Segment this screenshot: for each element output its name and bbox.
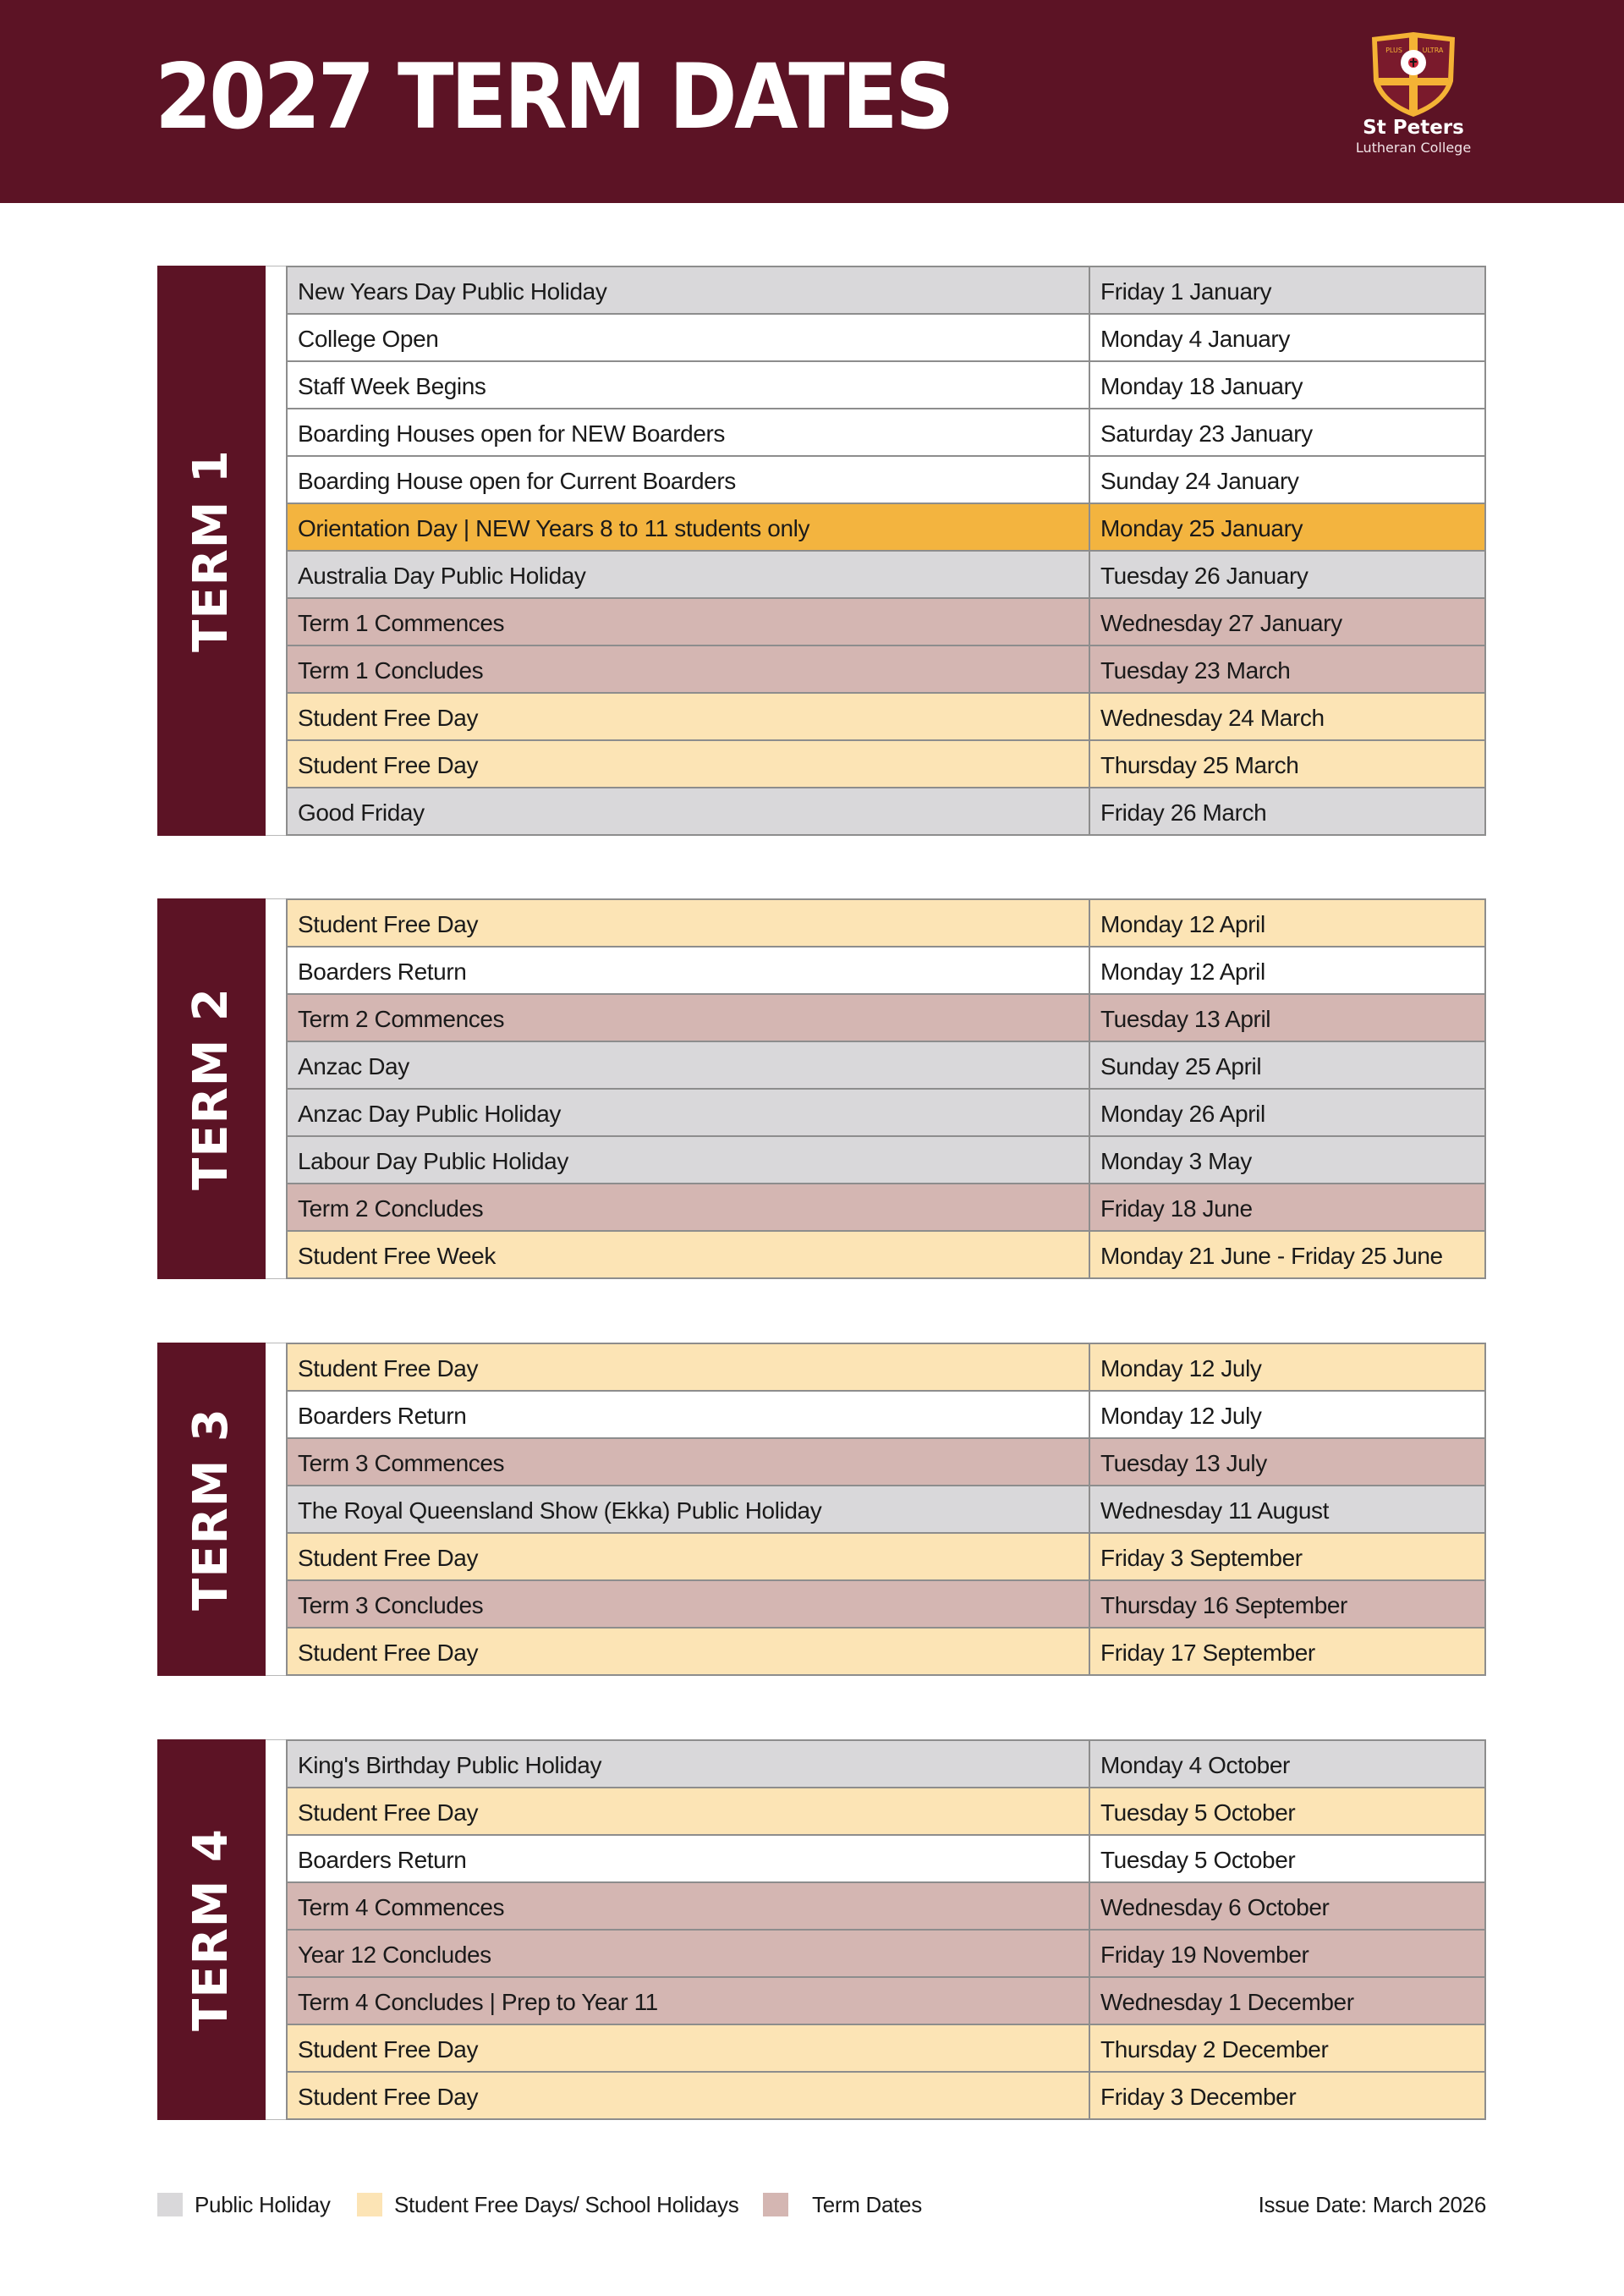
event-cell: Orientation Day | NEW Years 8 to 11 students only [288,504,1090,550]
date-cell: Monday 4 October [1100,1752,1290,1778]
logo-name: St Peters [1363,117,1464,139]
legend-swatch-student-free [357,2193,382,2216]
event-cell: Boarders Return [288,1392,1090,1437]
table-row [288,552,1484,599]
term-label-bar [157,1739,266,2120]
event-cell: Staff Week Begins [288,362,1090,408]
term-table [286,266,1486,836]
table-row [288,315,1484,362]
date-cell: Friday 19 November [1100,1942,1309,1968]
term-table [286,1739,1486,2120]
term-3-section [157,1343,1486,1676]
term-label: TERM 2 [184,987,239,1190]
date-cell: Wednesday 11 August [1100,1497,1330,1524]
table-row [288,599,1484,646]
event-cell: Term 3 Commences [288,1439,1090,1485]
event-cell: Student Free Day [288,2025,1090,2071]
event-cell: Term 2 Commences [288,995,1090,1041]
date-cell: Tuesday 13 July [1100,1450,1267,1476]
date-cell: Monday 12 July [1100,1403,1262,1429]
date-cell: Monday 21 June - Friday 25 June [1100,1243,1443,1269]
date-cell: Monday 12 July [1100,1355,1262,1381]
event-cell: Anzac Day [288,1042,1090,1088]
page-header [0,0,1624,203]
event-cell: Student Free Day [288,2073,1090,2118]
date-cell: Saturday 23 January [1100,420,1313,447]
table-row [288,741,1484,788]
svg-text:ULTRA: ULTRA [1422,47,1444,54]
term-label-bar [157,1343,266,1676]
event-cell: Boarders Return [288,948,1090,993]
term-2-section [157,898,1486,1279]
table-row [288,1439,1484,1486]
event-cell: Student Free Week [288,1232,1090,1277]
event-cell: Student Free Day [288,741,1090,787]
event-cell: Labour Day Public Holiday [288,1137,1090,1183]
table-row [288,1883,1484,1931]
legend-item-student-free [357,2188,738,2222]
term-spacer [266,898,286,1279]
date-cell: Monday 12 April [1100,911,1265,937]
event-cell: Term 1 Concludes [288,646,1090,692]
event-cell: Boarding House open for Current Boarders [288,457,1090,503]
date-cell: Wednesday 24 March [1100,705,1325,731]
table-row [288,1232,1484,1279]
date-cell: Wednesday 27 January [1100,610,1342,636]
table-row [288,1184,1484,1232]
date-cell: Monday 26 April [1100,1101,1265,1127]
table-row [288,1629,1484,1676]
date-cell: Tuesday 5 October [1100,1799,1296,1826]
table-row [288,504,1484,552]
legend-item-term-dates [763,2188,922,2222]
term-label-bar [157,898,266,1279]
legend-label: Term Dates [812,2191,922,2217]
date-cell: Friday 3 September [1100,1545,1303,1571]
date-cell: Friday 26 March [1100,799,1267,826]
date-cell: Monday 4 January [1100,326,1290,352]
table-row [288,362,1484,409]
date-cell: Thursday 25 March [1100,752,1299,778]
event-cell: Student Free Day [288,1344,1090,1390]
date-cell: Tuesday 23 March [1100,657,1291,684]
table-row [288,1581,1484,1629]
date-cell: Monday 12 April [1100,958,1265,985]
svg-text:PLUS: PLUS [1385,47,1402,54]
table-row [288,1931,1484,1978]
event-cell: Australia Day Public Holiday [288,552,1090,597]
date-cell: Friday 1 January [1100,278,1272,305]
table-row [288,457,1484,504]
table-row [288,2073,1484,2120]
event-cell: College Open [288,315,1090,360]
table-row [288,788,1484,836]
legend-label: Student Free Days/ School Holidays [394,2191,739,2217]
date-cell: Monday 3 May [1100,1148,1252,1174]
term-table [286,1343,1486,1676]
table-row [288,1741,1484,1788]
table-row [288,2025,1484,2073]
event-cell: Student Free Day [288,694,1090,739]
term-label: TERM 1 [184,449,239,652]
date-cell: Thursday 16 September [1100,1592,1347,1618]
event-cell: Good Friday [288,788,1090,834]
event-cell: King's Birthday Public Holiday [288,1741,1090,1787]
term-spacer [266,1739,286,2120]
event-cell: Term 3 Concludes [288,1581,1090,1627]
event-cell: Student Free Day [288,1629,1090,1674]
table-row [288,1836,1484,1883]
table-row [288,1042,1484,1090]
event-cell: Term 2 Concludes [288,1184,1090,1230]
table-row [288,948,1484,995]
event-cell: Student Free Day [288,1534,1090,1579]
page-title: 2027 TERM DATES [155,45,952,149]
table-row [288,995,1484,1042]
event-cell: Student Free Day [288,900,1090,946]
issue-date: Issue Date: March 2026 [1258,2192,1486,2217]
legend-swatch-term-dates [763,2193,788,2216]
event-cell: Student Free Day [288,1788,1090,1834]
term-4-section [157,1739,1486,2120]
term-label-bar [157,266,266,836]
legend [157,2188,1486,2222]
table-row [288,1392,1484,1439]
date-cell: Tuesday 26 January [1100,563,1309,589]
date-cell: Sunday 24 January [1100,468,1299,494]
date-cell: Friday 17 September [1100,1640,1315,1666]
date-cell: Sunday 25 April [1100,1053,1262,1079]
term-label: TERM 4 [184,1828,239,2031]
table-row [288,900,1484,948]
table-row [288,646,1484,694]
date-cell: Friday 18 June [1100,1195,1253,1222]
logo-subtitle: Lutheran College [1355,140,1472,156]
date-cell: Tuesday 5 October [1100,1847,1296,1873]
table-row [288,694,1484,741]
event-cell: Term 1 Commences [288,599,1090,645]
table-row [288,1137,1484,1184]
event-cell: New Years Day Public Holiday [288,267,1090,313]
school-crest-icon [1365,30,1462,118]
table-row [288,1788,1484,1836]
term-table [286,898,1486,1279]
event-cell: The Royal Queensland Show (Ekka) Public Holiday [288,1486,1090,1532]
event-cell: Term 4 Concludes | Prep to Year 11 [288,1978,1090,2024]
legend-label: Public Holiday [195,2191,331,2217]
date-cell: Monday 25 January [1100,515,1303,541]
event-cell: Boarding Houses open for NEW Boarders [288,409,1090,455]
term-spacer [266,266,286,836]
table-row [288,1486,1484,1534]
date-cell: Wednesday 6 October [1100,1894,1330,1920]
event-cell: Year 12 Concludes [288,1931,1090,1976]
event-cell: Boarders Return [288,1836,1090,1881]
date-cell: Tuesday 13 April [1100,1006,1271,1032]
date-cell: Wednesday 1 December [1100,1989,1354,2015]
date-cell: Thursday 2 December [1100,2036,1329,2063]
term-label: TERM 3 [184,1408,239,1611]
date-cell: Monday 18 January [1100,373,1303,399]
table-row [288,1090,1484,1137]
legend-swatch-public-holiday [157,2193,183,2216]
table-row [288,267,1484,315]
table-row [288,409,1484,457]
table-row [288,1344,1484,1392]
date-cell: Friday 3 December [1100,2084,1297,2110]
table-row [288,1978,1484,2025]
term-spacer [266,1343,286,1676]
table-row [288,1534,1484,1581]
event-cell: Term 4 Commences [288,1883,1090,1929]
school-logo [1350,30,1477,166]
term-1-section [157,266,1486,836]
event-cell: Anzac Day Public Holiday [288,1090,1090,1135]
legend-item-public-holiday [157,2188,331,2222]
